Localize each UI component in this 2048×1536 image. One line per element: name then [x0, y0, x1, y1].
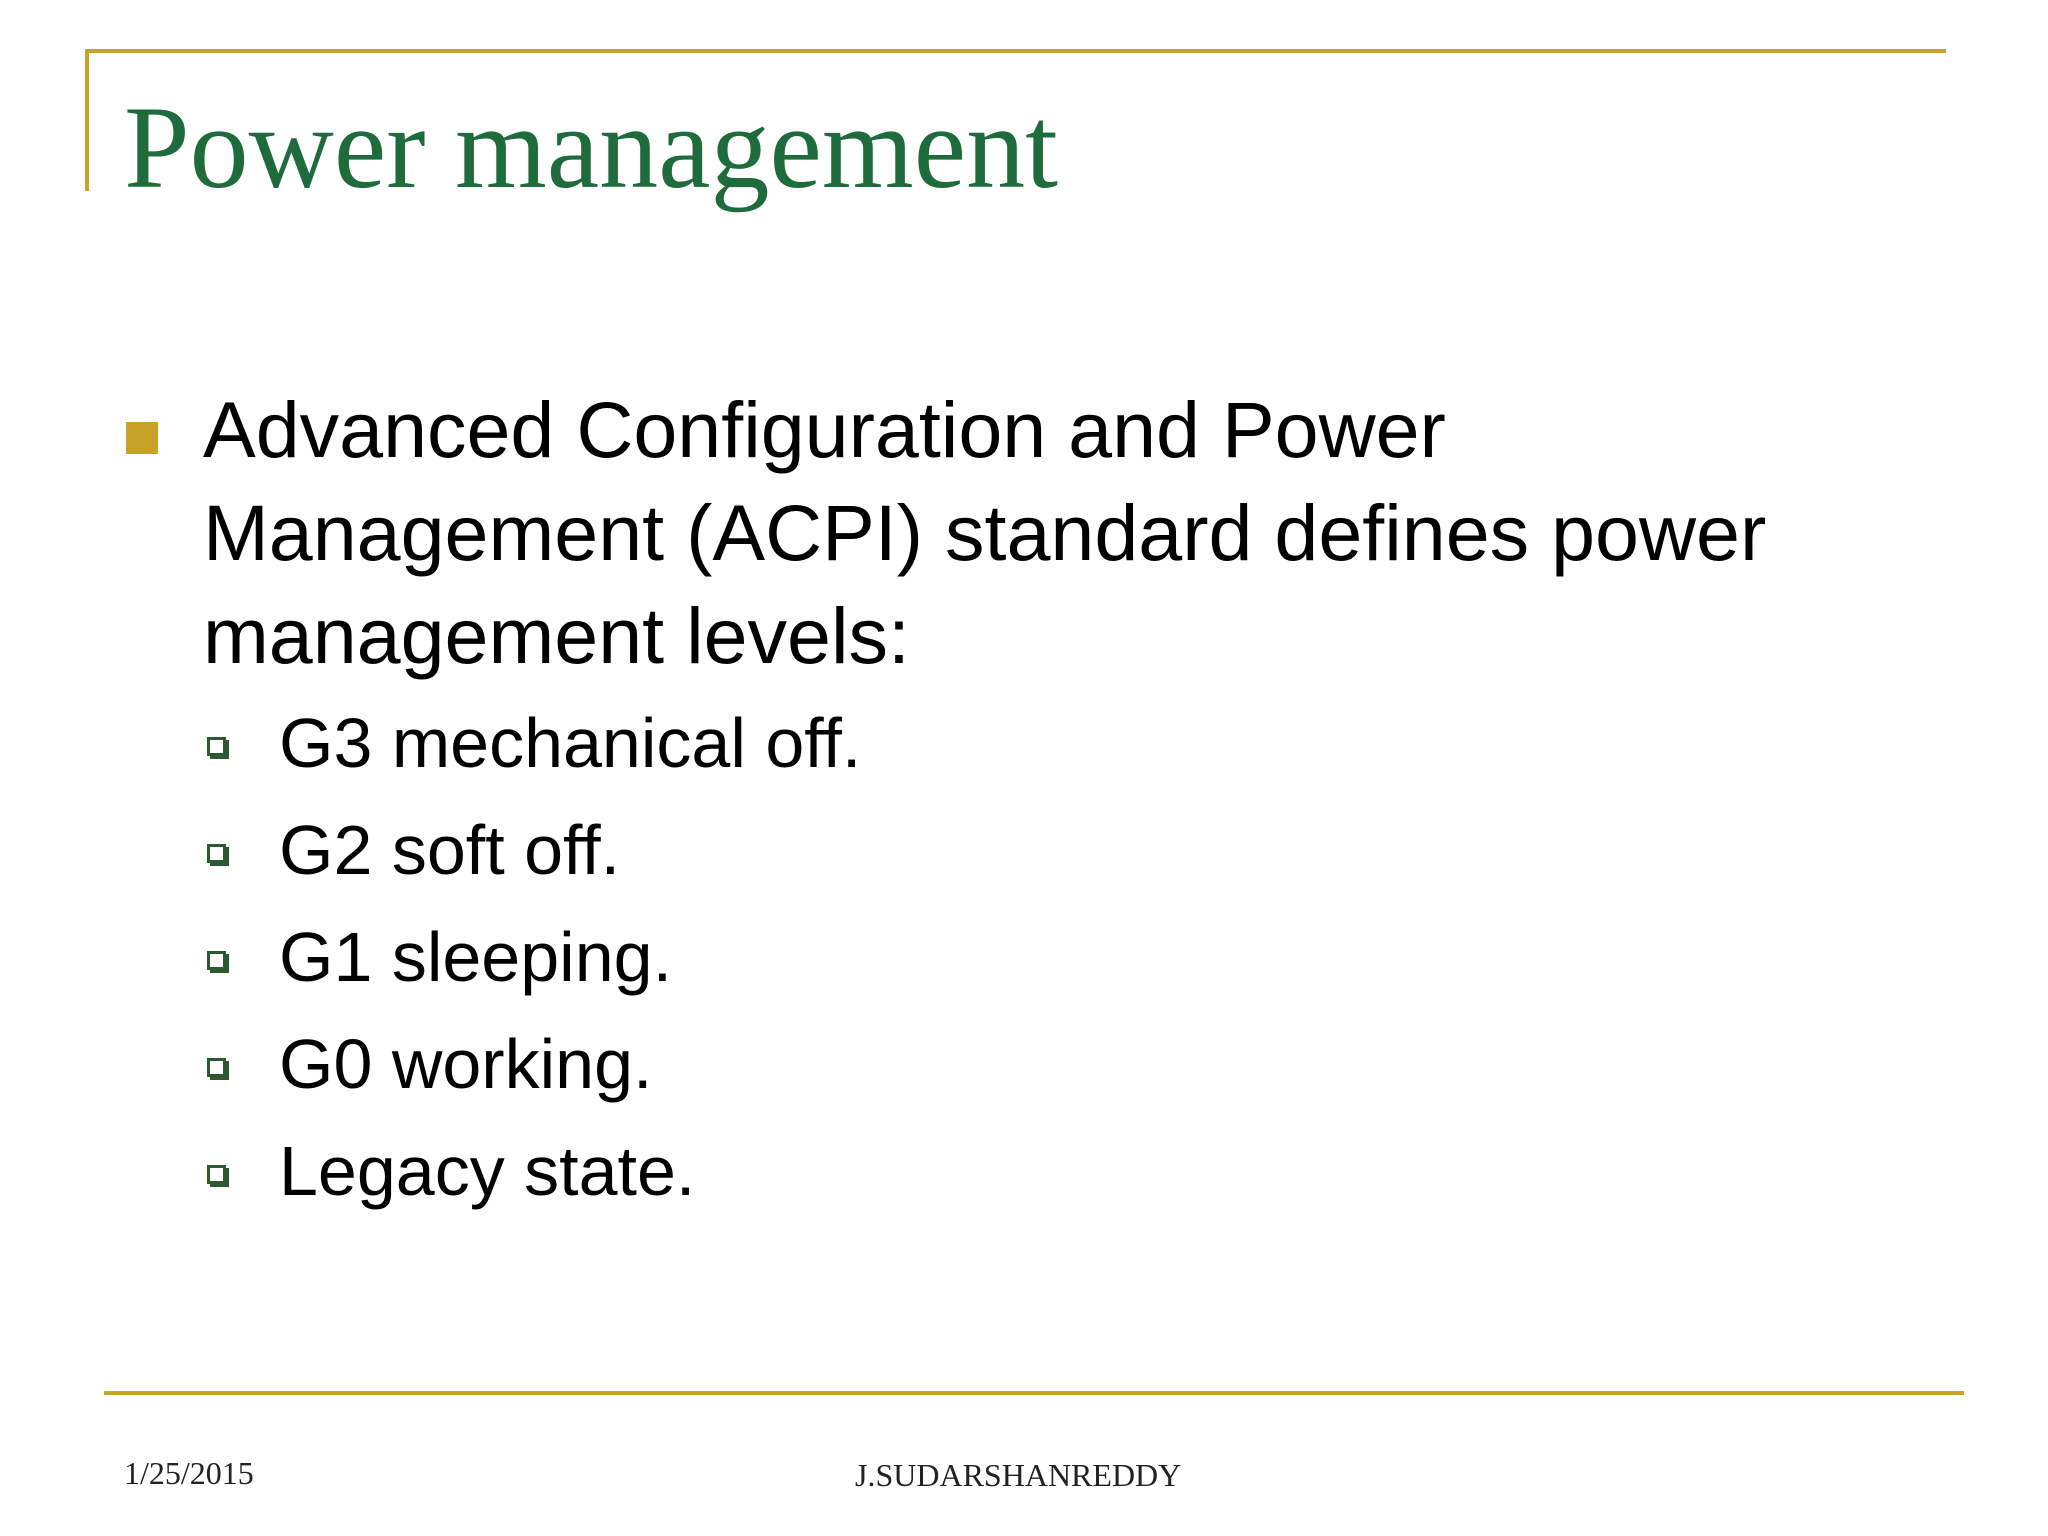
sub-bullet-text: G0 working. [279, 1025, 653, 1103]
sub-bullet-item [203, 1011, 1926, 1118]
sub-bullet-text: Legacy state. [279, 1132, 696, 1210]
slide-content [126, 378, 1926, 1225]
hollow-square-icon [207, 951, 226, 970]
footer-date: 1/25/2015 [124, 1455, 254, 1491]
sub-bullet-item [203, 1118, 1926, 1225]
hollow-square-icon [207, 737, 226, 756]
sub-bullet-text: G3 mechanical off. [279, 704, 862, 782]
sub-bullet-item [203, 690, 1926, 797]
main-bullet-text: Advanced Configuration and Power Management (ACPI) standard defines power management levels: [203, 385, 1767, 680]
slide-title: Power management [124, 82, 1058, 213]
sub-bullet-item [203, 904, 1926, 1011]
sub-bullet-list [126, 690, 1926, 1225]
filled-square-icon [126, 422, 158, 454]
hollow-square-icon [207, 1058, 226, 1077]
top-accent-line [85, 49, 1946, 53]
bottom-accent-line [104, 1391, 1964, 1395]
left-accent-line [85, 49, 89, 191]
main-bullet-item [126, 378, 1926, 687]
footer-author: J.SUDARSHANREDDY [855, 1457, 1182, 1493]
hollow-square-icon [207, 844, 226, 863]
sub-bullet-text: G1 sleeping. [279, 918, 673, 996]
hollow-square-icon [207, 1165, 226, 1184]
sub-bullet-item [203, 797, 1926, 904]
sub-bullet-text: G2 soft off. [279, 811, 621, 889]
